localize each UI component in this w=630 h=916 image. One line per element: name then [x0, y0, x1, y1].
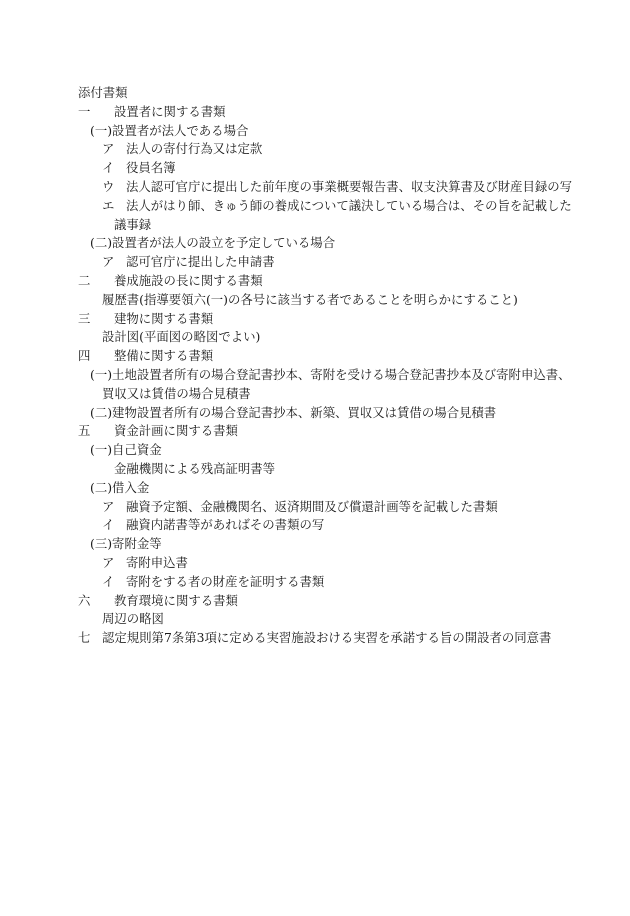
list-item — [0, 197, 630, 216]
item-mark: ウ — [102, 178, 115, 194]
section-body-text: 履歴書(指導要領六(一)の各号に該当する者であることを明らかにすること) — [102, 291, 518, 307]
item-text: 法人認可官庁に提出した前年度の事業概要報告書、収支決算書及び財産目録の写 — [126, 178, 573, 194]
list-item — [0, 554, 630, 573]
list-item — [0, 516, 630, 535]
section-4-heading — [0, 347, 630, 366]
subsection-text-continuation: 買収又は賃借の場合見積書 — [102, 385, 251, 401]
item-text: 寄附をする者の財産を証明する書類 — [126, 573, 325, 589]
item-text: 融資内諾書等があればその書類の写 — [126, 517, 325, 533]
section-1-heading — [0, 103, 630, 122]
section-number: 三 — [78, 310, 91, 326]
section-body-line — [0, 291, 630, 310]
subsection-body-line — [0, 460, 630, 479]
item-mark: ア — [102, 498, 115, 514]
item-text: 寄附申込書 — [126, 554, 188, 570]
list-item — [0, 573, 630, 592]
section-title: 資金計画に関する書類 — [114, 423, 238, 439]
section-number: 七 — [78, 630, 91, 646]
item-text: 認可官庁に提出した申請書 — [126, 254, 275, 270]
item-text: 役員名簿 — [126, 160, 176, 176]
subsection-label: (一)土地設置者所有の場合登記書抄本、寄附を受ける場合登記書抄本及び寄附申込書、 — [90, 366, 571, 382]
subsection-label: (一)自己資金 — [90, 442, 162, 458]
item-mark: ア — [102, 254, 115, 270]
section-5-heading — [0, 422, 630, 441]
list-item-continuation — [0, 216, 630, 235]
document-heading-line — [0, 84, 630, 103]
list-item — [0, 140, 630, 159]
section-title: 教育環境に関する書類 — [114, 592, 238, 608]
section-title: 整備に関する書類 — [114, 348, 214, 364]
section-number: 五 — [78, 423, 91, 439]
section-body-text: 周辺の略図 — [102, 611, 164, 627]
section-number: 二 — [78, 272, 91, 288]
document-body — [0, 84, 630, 648]
item-mark: ア — [102, 141, 115, 157]
item-mark: ア — [102, 554, 115, 570]
section-title: 設置者に関する書類 — [114, 103, 226, 119]
list-item — [0, 178, 630, 197]
subsection-heading — [0, 479, 630, 498]
item-mark: エ — [102, 197, 115, 213]
section-3-heading — [0, 310, 630, 329]
subsection-heading — [0, 234, 630, 253]
item-text: 法人がはり師、きゅう師の養成について議決している場合は、その旨を記載した — [126, 197, 572, 213]
item-mark: イ — [102, 160, 115, 176]
section-title: 建物に関する書類 — [114, 310, 214, 326]
item-text: 法人の寄付行為又は定款 — [126, 141, 263, 157]
subsection-heading — [0, 122, 630, 141]
section-body-line — [0, 328, 630, 347]
list-item — [0, 253, 630, 272]
section-7-heading — [0, 629, 630, 648]
subsection-label: (二)借入金 — [90, 479, 150, 495]
item-text: 融資予定額、金融機関名、返済期間及び償還計画等を記載した書類 — [126, 498, 498, 514]
subsection-label: (二)設置者が法人の設立を予定している場合 — [90, 235, 336, 251]
section-number: 六 — [78, 592, 91, 608]
subsection-heading — [0, 404, 630, 423]
subsection-continuation — [0, 385, 630, 404]
subsection-heading — [0, 366, 630, 385]
section-body-text: 設計図(平面図の略図でよい) — [102, 329, 261, 345]
list-item — [0, 159, 630, 178]
section-title: 養成施設の長に関する書類 — [114, 272, 263, 288]
section-body-line — [0, 610, 630, 629]
section-2-heading — [0, 272, 630, 291]
subsection-label: (二)建物設置者所有の場合登記書抄本、新築、買収又は賃借の場合見積書 — [90, 404, 497, 420]
list-item — [0, 498, 630, 517]
section-number: 四 — [78, 348, 91, 364]
item-mark: イ — [102, 573, 115, 589]
subsection-label: (一)設置者が法人である場合 — [90, 122, 249, 138]
subsection-body-text: 金融機関による残高証明書等 — [114, 460, 276, 476]
section-title: 認定規則第7条第3項に定める実習施設おける実習を承諾する旨の開設者の同意書 — [102, 630, 552, 646]
section-6-heading — [0, 592, 630, 611]
subsection-label: (三)寄附金等 — [90, 536, 162, 552]
section-number: 一 — [78, 103, 91, 119]
item-mark: イ — [102, 517, 115, 533]
subsection-heading — [0, 441, 630, 460]
document-heading: 添付書類 — [78, 85, 128, 100]
item-text-continuation: 議事録 — [114, 216, 152, 232]
subsection-heading — [0, 535, 630, 554]
